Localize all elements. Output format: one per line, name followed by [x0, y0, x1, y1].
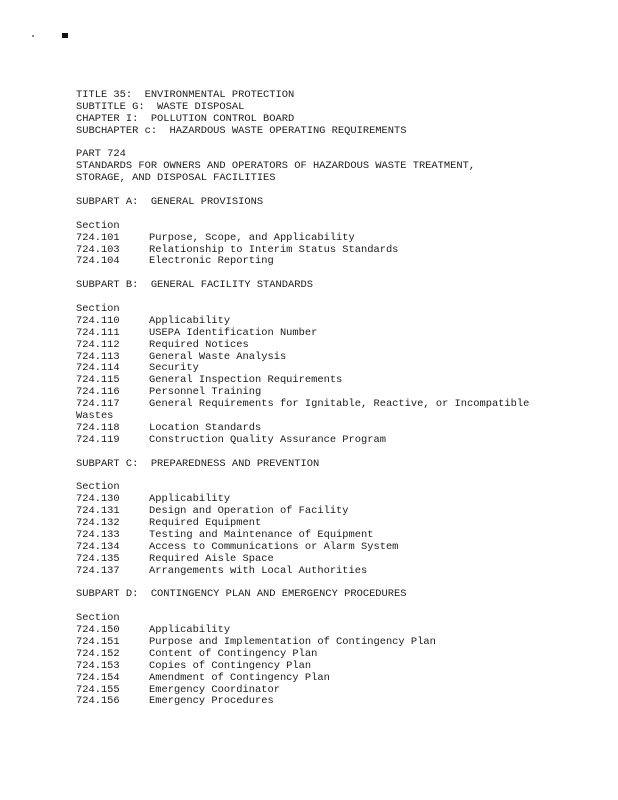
subpart-c-heading: SUBPART C: PREPAREDNESS AND PREVENTION — [76, 457, 320, 470]
section-row — [76, 399, 596, 411]
section-title: Applicability — [149, 624, 231, 637]
section-row — [76, 435, 596, 447]
section-row — [76, 554, 596, 566]
section-number: 724.101 — [76, 231, 120, 244]
section-number: 724.154 — [76, 671, 120, 684]
section-title: Emergency Procedures — [149, 695, 274, 708]
title-line: TITLE 35: ENVIRONMENTAL PROTECTION — [76, 89, 295, 101]
part-number: PART 724 — [76, 148, 126, 161]
section-title: General Requirements for Ignitable, Reactive, or Incompatible — [149, 398, 530, 411]
section-number: 724.150 — [76, 624, 120, 637]
section-number: 724.117 — [76, 398, 120, 411]
section-number: 724.114 — [76, 362, 120, 375]
document-body — [76, 90, 596, 708]
section-row — [76, 340, 596, 352]
section-title: General Inspection Requirements — [149, 374, 343, 387]
section-title: Testing and Maintenance of Equipment — [149, 528, 374, 541]
section-row — [76, 696, 596, 708]
section-title-continuation: Wastes — [76, 410, 114, 423]
section-title: Required Equipment — [149, 517, 262, 530]
section-title: Access to Communications or Alarm System — [149, 540, 399, 553]
subpart-d-heading: SUBPART D: CONTINGENCY PLAN AND EMERGENCY PROCEDURES — [76, 588, 407, 601]
section-number: 724.156 — [76, 695, 120, 708]
scan-square-mark — [62, 33, 68, 38]
section-number: 724.116 — [76, 386, 120, 399]
subpart-c-section-list — [76, 494, 596, 577]
section-number: 724.115 — [76, 374, 120, 387]
section-number: 724.134 — [76, 540, 120, 553]
section-number: 724.130 — [76, 493, 120, 506]
section-row — [76, 328, 596, 340]
section-row — [76, 542, 596, 554]
section-label: Section — [76, 612, 120, 625]
section-title: Security — [149, 362, 199, 375]
section-number: 724.133 — [76, 528, 120, 541]
section-title: Construction Quality Assurance Program — [149, 433, 386, 446]
subpart-d-section-list — [76, 625, 596, 708]
section-title: Required Aisle Space — [149, 552, 274, 565]
section-title: Personnel Training — [149, 386, 262, 399]
section-title: Arrangements with Local Authorities — [149, 564, 368, 577]
section-title: Copies of Contingency Plan — [149, 659, 312, 672]
section-title: Amendment of Contingency Plan — [149, 671, 330, 684]
section-title: Electronic Reporting — [149, 255, 274, 268]
section-title: Content of Contingency Plan — [149, 647, 318, 660]
section-title: Purpose, Scope, and Applicability — [149, 231, 355, 244]
subpart-a-heading: SUBPART A: GENERAL PROVISIONS — [76, 196, 264, 209]
section-row — [76, 256, 596, 268]
section-title: Required Notices — [149, 338, 249, 351]
section-title: Location Standards — [149, 421, 262, 434]
subpart-b-section-list — [76, 316, 596, 447]
section-label: Section — [76, 219, 120, 232]
subpart-a-section-list — [76, 233, 596, 269]
section-number: 724.119 — [76, 433, 120, 446]
section-title: Emergency Coordinator — [149, 683, 280, 696]
section-number: 724.137 — [76, 564, 120, 577]
section-label: Section — [76, 303, 120, 316]
section-number: 724.132 — [76, 517, 120, 530]
section-row — [76, 233, 596, 245]
section-title: USEPA Identification Number — [149, 326, 318, 339]
section-number: 724.152 — [76, 647, 120, 660]
section-label: Section — [76, 481, 120, 494]
section-number: 724.118 — [76, 421, 120, 434]
section-row — [76, 566, 596, 578]
section-row — [76, 649, 596, 661]
section-title: Design and Operation of Facility — [149, 505, 349, 518]
section-number: 724.155 — [76, 683, 120, 696]
section-title: Applicability — [149, 314, 231, 327]
section-number: 724.104 — [76, 255, 120, 268]
section-title: Relationship to Interim Status Standards — [149, 243, 399, 256]
section-number: 724.131 — [76, 505, 120, 518]
subpart-b-heading: SUBPART B: GENERAL FACILITY STANDARDS — [76, 279, 313, 292]
section-title: Applicability — [149, 493, 231, 506]
chapter-line: CHAPTER I: POLLUTION CONTROL BOARD — [76, 112, 295, 125]
section-number: 724.135 — [76, 552, 120, 565]
section-number: 724.112 — [76, 338, 120, 351]
section-number: 724.113 — [76, 350, 120, 363]
section-number: 724.103 — [76, 243, 120, 256]
scan-dot — [32, 35, 34, 37]
subchapter-line: SUBCHAPTER c: HAZARDOUS WASTE OPERATING REQUIREMENTS — [76, 124, 407, 137]
section-number: 724.153 — [76, 659, 120, 672]
section-number: 724.110 — [76, 314, 120, 327]
section-title: General Waste Analysis — [149, 350, 287, 363]
section-number: 724.151 — [76, 635, 120, 648]
part-title-line-1: STANDARDS FOR OWNERS AND OPERATORS OF HAZARDOUS WASTE TREATMENT, — [76, 160, 476, 173]
section-row — [76, 673, 596, 685]
part-title-line-2: STORAGE, AND DISPOSAL FACILITIES — [76, 172, 276, 185]
section-number: 724.111 — [76, 326, 120, 339]
section-title: Purpose and Implementation of Contingency Plan — [149, 635, 436, 648]
subtitle-line: SUBTITLE G: WASTE DISPOSAL — [76, 100, 245, 113]
section-row — [76, 661, 596, 673]
